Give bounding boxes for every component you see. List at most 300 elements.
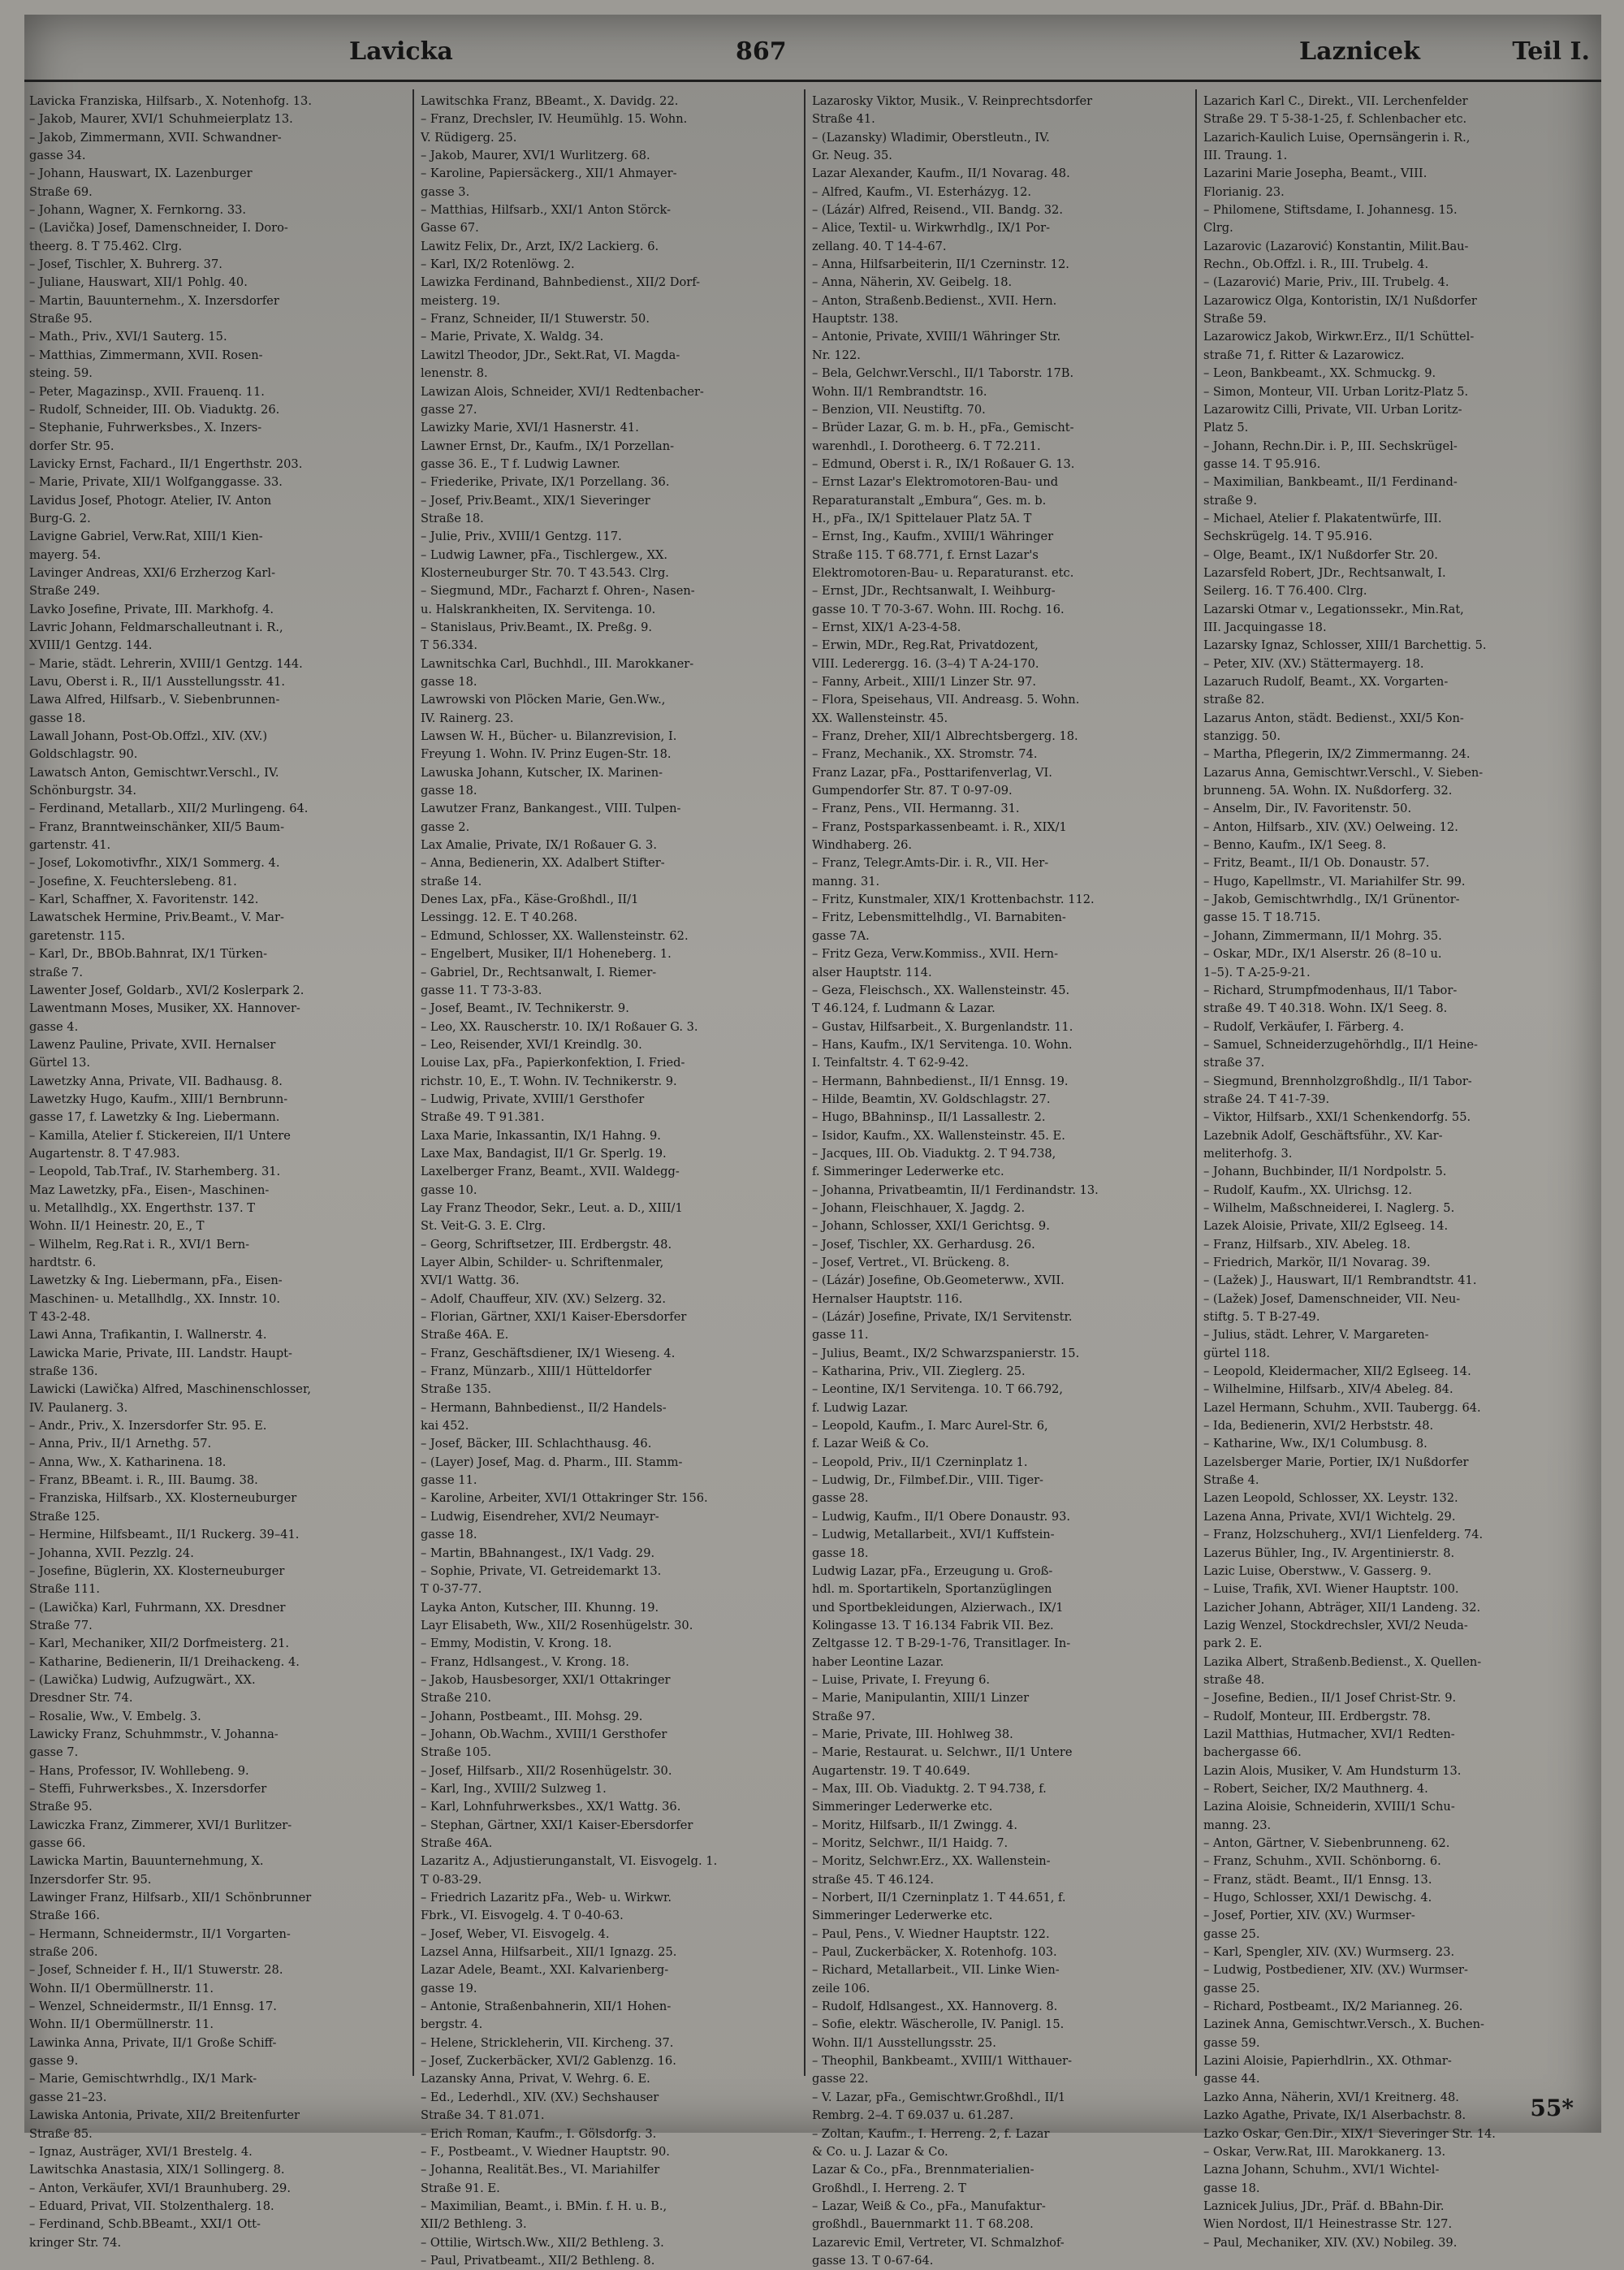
directory-entry-line: – Moritz, Hilfsarb., II/1 Zwingg. 4. bbox=[812, 1818, 1017, 1832]
directory-entry-line: kai 452. bbox=[421, 1419, 469, 1433]
directory-entry-line: straße 48. bbox=[1203, 1672, 1265, 1687]
directory-entry-line: Lavicka Franziska, Hilfsarb., X. Notenhofg. 13. bbox=[29, 94, 312, 108]
directory-entry-line: – Johann, Fleischhauer, X. Jagdg. 2. bbox=[812, 1200, 1026, 1215]
directory-entry-line: Straße 249. bbox=[29, 584, 101, 599]
directory-entry-line: – Hermine, Hilfsbeamt., II/1 Ruckerg. 39–41. bbox=[29, 1528, 300, 1542]
directory-entry-line: VIII. Lederergg. 16. (3–4) T A-24-170. bbox=[812, 656, 1039, 671]
directory-entry-line: – Franz, Hilfsarb., XIV. Abeleg. 18. bbox=[1203, 1237, 1411, 1252]
directory-entry-line: – Alfred, Kaufm., VI. Esterházyg. 12. bbox=[812, 184, 1031, 199]
directory-entry-line: Lazarich Karl C., Direkt., VII. Lerchenfelder bbox=[1203, 94, 1468, 108]
directory-entry-line: Lawsen W. H., Bücher- u. Bilanzrevision, I. bbox=[421, 729, 677, 744]
directory-entry-line: – Leo, Reisender, XVI/1 Kreindlg. 30. bbox=[421, 1037, 642, 1052]
directory-entry-line: – Hans, Kaufm., IX/1 Servitenga. 10. Wohn. bbox=[812, 1037, 1073, 1052]
directory-entry-line: Lawiczka Franz, Zimmerer, XVI/1 Burlitzer- bbox=[29, 1818, 292, 1832]
directory-entry-line: – Luise, Private, I. Freyung 6. bbox=[812, 1672, 991, 1687]
directory-entry-line: Wohn. II/1 Obermüllnerstr. 11. bbox=[29, 2017, 214, 2032]
directory-entry-line: – Ludwig, Private, XVIII/1 Gersthofer bbox=[421, 1092, 645, 1106]
directory-entry-line: IV. Paulanerg. 3. bbox=[29, 1400, 128, 1415]
directory-entry-line: – Franz, Schneider, II/1 Stuwerstr. 50. bbox=[421, 312, 650, 326]
directory-entry-line: gasse 11. bbox=[812, 1328, 869, 1343]
directory-entry-line: straße 206. bbox=[29, 1945, 98, 1960]
directory-entry-line: – Jakob, Hausbesorger, XXI/1 Ottakringer bbox=[421, 1672, 671, 1687]
directory-entry-line: gasse 66. bbox=[29, 1836, 86, 1850]
directory-entry-line: Wohn. II/1 Obermüllnerstr. 11. bbox=[29, 1981, 214, 1995]
directory-entry-line: Layka Anton, Kutscher, III. Khunng. 19. bbox=[421, 1600, 659, 1615]
directory-entry-line: XVI/1 Wattg. 36. bbox=[421, 1273, 520, 1288]
directory-entry-line: Layr Elisabeth, Ww., XII/2 Rosenhügelstr. 30. bbox=[421, 1618, 693, 1632]
directory-entry-line: – Josef, Bäcker, III. Schlachthausg. 46. bbox=[421, 1437, 652, 1451]
directory-entry-line: Lazarowicz Jakob, Wirkwr.Erz., II/1 Schüttel- bbox=[1203, 330, 1475, 344]
directory-entry-line: – Ludwig, Metallarbeit., XVI/1 Kuffstein- bbox=[812, 1528, 1055, 1542]
directory-entry-line: – Engelbert, Musiker, II/1 Hoheneberg. 1. bbox=[421, 947, 672, 962]
directory-column-3 bbox=[812, 93, 1181, 2270]
directory-entry-line: Lawizka Ferdinand, Bahnbedienst., XII/2 Dorf- bbox=[421, 275, 701, 290]
directory-entry-line: Straße 69. bbox=[29, 184, 93, 199]
directory-entry-line: – Marie, Restaurat. u. Selchwr., II/1 Untere bbox=[812, 1745, 1073, 1760]
directory-entry-line: Lazebnik Adolf, Geschäftsführ., XV. Kar- bbox=[1203, 1128, 1443, 1143]
directory-entry-line: – Leopold, Priv., II/1 Czerninplatz 1. bbox=[812, 1455, 1028, 1469]
directory-entry-line: – Jakob, Gemischtwrhdlg., IX/1 Grünentor- bbox=[1203, 893, 1460, 907]
directory-entry-line: – Hugo, Schlosser, XXI/1 Dewischg. 4. bbox=[1203, 1891, 1432, 1905]
directory-entry-line: – Steffi, Fuhrwerksbes., X. Inzersdorfer bbox=[29, 1781, 267, 1796]
directory-entry-line: Maz Lawetzky, pFa., Eisen-, Maschinen- bbox=[29, 1183, 270, 1197]
directory-entry-line: gasse 14. T 95.916. bbox=[1203, 456, 1321, 471]
directory-entry-line: Lawinka Anna, Private, II/1 Große Schiff- bbox=[29, 2035, 277, 2050]
page-signature: 55* bbox=[1530, 2095, 1574, 2121]
directory-entry-line: – Josef, Tischler, X. Buhrerg. 37. bbox=[29, 257, 222, 272]
directory-column-4 bbox=[1203, 93, 1573, 2252]
directory-entry-line: Lazin Alois, Musiker, V. Am Hundsturm 13. bbox=[1203, 1763, 1462, 1778]
directory-entry-line: – Anton, Gärtner, V. Siebenbrunneng. 62. bbox=[1203, 1836, 1450, 1850]
directory-entry-line: Sechskrügelg. 14. T 95.916. bbox=[1203, 530, 1373, 544]
directory-entry-line: Lawetzky Anna, Private, VII. Badhausg. 8. bbox=[29, 1074, 283, 1088]
directory-entry-line: Lawatsch Anton, Gemischtwr.Verschl., IV. bbox=[29, 765, 279, 780]
directory-entry-line: – (Lawička) Ludwig, Aufzugwärt., XX. bbox=[29, 1672, 256, 1687]
column-divider-2 bbox=[804, 89, 806, 2076]
directory-entry-line: – Richard, Metallarbeit., VII. Linke Wien- bbox=[812, 1963, 1060, 1978]
directory-entry-line: Freyung 1. Wohn. IV. Prinz Eugen-Str. 18. bbox=[421, 747, 672, 762]
directory-entry-line: – Leopold, Tab.Traf., IV. Starhemberg. 31. bbox=[29, 1165, 281, 1179]
directory-entry-line: – Paul, Mechaniker, XIV. (XV.) Nobileg. 39. bbox=[1203, 2235, 1458, 2250]
directory-entry-line: Straße 210. bbox=[421, 1691, 492, 1706]
directory-entry-line: – Josefine, Büglerin, XX. Klosterneuburger bbox=[29, 1563, 285, 1578]
directory-entry-line: Lawnitschka Carl, Buchhdl., III. Marokkaner- bbox=[421, 656, 694, 671]
directory-entry-line: – Anton, Verkäufer, XVI/1 Braunhuberg. 29. bbox=[29, 2181, 291, 2195]
directory-entry-line: Lay Franz Theodor, Sekr., Leut. a. D., XIII/1 bbox=[421, 1200, 683, 1215]
directory-entry-line: Lazko Oskar, Gen.Dir., XIX/1 Sieveringer Str. 14. bbox=[1203, 2126, 1496, 2141]
directory-entry-line: Laxelberger Franz, Beamt., XVII. Waldegg- bbox=[421, 1165, 680, 1179]
directory-entry-line: – Ida, Bedienerin, XVI/2 Herbststr. 48. bbox=[1203, 1419, 1434, 1433]
directory-entry-line: – Katharina, Priv., VII. Zieglerg. 25. bbox=[812, 1364, 1026, 1379]
directory-entry-line: gasse 27. bbox=[421, 402, 477, 417]
directory-entry-line: – Johanna, Realität.Bes., VI. Mariahilfer bbox=[421, 2163, 660, 2177]
directory-entry-line: – Adolf, Chauffeur, XIV. (XV.) Selzerg. 32. bbox=[421, 1291, 667, 1306]
directory-entry-line: Gumpendorfer Str. 87. T 0-97-09. bbox=[812, 784, 1013, 798]
directory-entry-line: – Rudolf, Verkäufer, I. Färberg. 4. bbox=[1203, 1019, 1405, 1034]
directory-entry-line: – Ernst, XIX/1 A-23-4-58. bbox=[812, 620, 961, 634]
directory-entry-line: – Fritz, Lebensmittelhdlg., VI. Barnabiten- bbox=[812, 910, 1066, 925]
directory-entry-line: Lawentmann Moses, Musiker, XX. Hannover- bbox=[29, 1001, 300, 1016]
directory-entry-line: – Lazar, Weiß & Co., pFa., Manufaktur- bbox=[812, 2199, 1046, 2213]
directory-entry-line: Maschinen- u. Metallhdlg., XX. Innstr. 10. bbox=[29, 1291, 281, 1306]
directory-entry-line: III. Traung. 1. bbox=[1203, 149, 1288, 163]
directory-entry-line: Lazarski Otmar v., Legationssekr., Min.Rat, bbox=[1203, 602, 1464, 616]
directory-entry-line: – Gabriel, Dr., Rechtsanwalt, I. Riemer- bbox=[421, 965, 657, 979]
directory-entry-line: Lazko Agathe, Private, IX/1 Alserbachstr. 8. bbox=[1203, 2108, 1466, 2123]
directory-entry-line: Lawinger Franz, Hilfsarb., XII/1 Schönbrunner bbox=[29, 1891, 312, 1905]
directory-entry-line: – Antonie, Private, XVIII/1 Währinger Str. bbox=[812, 330, 1061, 344]
directory-entry-line: Lawicka Martin, Bauunternehmung, X. bbox=[29, 1854, 264, 1869]
directory-entry-line: – Franziska, Hilfsarb., XX. Klosterneuburger bbox=[29, 1491, 297, 1506]
directory-entry-line: – Hans, Professor, IV. Wohllebeng. 9. bbox=[29, 1763, 249, 1778]
directory-entry-line: gasse 18. bbox=[421, 1528, 477, 1542]
running-head-left: Lavicka bbox=[349, 37, 453, 66]
directory-entry-line: – Rudolf, Schneider, III. Ob. Viaduktg. 26. bbox=[29, 402, 280, 417]
directory-entry-line: – Ed., Lederhdl., XIV. (XV.) Sechshauser bbox=[421, 2090, 659, 2104]
directory-entry-line: – Anselm, Dir., IV. Favoritenstr. 50. bbox=[1203, 802, 1412, 816]
directory-entry-line: gasse 17, f. Lawetzky & Ing. Liebermann. bbox=[29, 1110, 280, 1125]
directory-entry-line: – Johann, Postbeamt., III. Mohsg. 29. bbox=[421, 1709, 643, 1723]
directory-entry-line: H., pFa., IX/1 Spittelauer Platz 5A. T bbox=[812, 511, 1032, 525]
directory-entry-line: gasse 28. bbox=[812, 1491, 869, 1506]
directory-entry-line: – Michael, Atelier f. Plakatentwürfe, III. bbox=[1203, 511, 1442, 525]
directory-entry-line: alser Hauptstr. 114. bbox=[812, 965, 932, 979]
directory-entry-line: – Franz, städt. Beamt., II/1 Ennsg. 13. bbox=[1203, 1872, 1432, 1887]
directory-entry-line: park 2. E. bbox=[1203, 1637, 1263, 1651]
directory-entry-line: – Josefine, Bedien., II/1 Josef Christ-Str. 9. bbox=[1203, 1691, 1457, 1706]
directory-entry-line: – Franz, Telegr.Amts-Dir. i. R., VII. Her- bbox=[812, 856, 1049, 871]
directory-entry-line: meliterhofg. 3. bbox=[1203, 1146, 1293, 1161]
directory-entry-line: – Franz, Branntweinschänker, XII/5 Baum- bbox=[29, 819, 285, 834]
directory-entry-line: – Luise, Trafik, XVI. Wiener Hauptstr. 100. bbox=[1203, 1582, 1459, 1597]
directory-entry-line: – Josef, Weber, VI. Eisvogelg. 4. bbox=[421, 1926, 610, 1941]
directory-entry-line: Lawitzl Theodor, JDr., Sekt.Rat, VI. Magda- bbox=[421, 348, 680, 362]
directory-entry-line: Lawrowski von Plöcken Marie, Gen.Ww., bbox=[421, 693, 666, 707]
directory-entry-line: gasse 25. bbox=[1203, 1926, 1260, 1941]
directory-entry-line: T 0-37-77. bbox=[421, 1582, 482, 1597]
directory-entry-line: – Paul, Zuckerbäcker, X. Rotenhofg. 103. bbox=[812, 1945, 1057, 1960]
directory-entry-line: straße 37. bbox=[1203, 1056, 1265, 1070]
directory-column-1 bbox=[29, 93, 399, 2252]
directory-entry-line: theerg. 8. T 75.462. Clrg. bbox=[29, 239, 183, 253]
directory-entry-line: – Samuel, Schneiderzugehörhdlg., II/1 Heine- bbox=[1203, 1037, 1478, 1052]
directory-entry-line: gasse 18. bbox=[1203, 2181, 1260, 2195]
directory-entry-line: – Ferdinand, Schb.BBeamt., XXI/1 Ott- bbox=[29, 2217, 261, 2232]
directory-entry-line: Gr. Neug. 35. bbox=[812, 149, 892, 163]
directory-entry-line: meisterg. 19. bbox=[421, 293, 500, 308]
directory-entry-line: T 43-2-48. bbox=[29, 1310, 91, 1325]
directory-entry-line: – Olge, Beamt., IX/1 Nußdorfer Str. 20. bbox=[1203, 547, 1438, 562]
directory-entry-line: St. Veit-G. 3. E. Clrg. bbox=[421, 1219, 546, 1234]
directory-entry-line: Straße 46A. bbox=[421, 1836, 493, 1850]
directory-entry-line: Straße 97. bbox=[812, 1709, 875, 1723]
directory-entry-line: Lavko Josefine, Private, III. Markhofg. 4. bbox=[29, 602, 274, 616]
directory-entry-line: – Jacques, III. Ob. Viaduktg. 2. T 94.738, bbox=[812, 1146, 1056, 1161]
directory-entry-line: – Karl, Spengler, XIV. (XV.) Wurmserg. 23. bbox=[1203, 1945, 1455, 1960]
directory-entry-line: Lavidus Josef, Photogr. Atelier, IV. Anton bbox=[29, 493, 272, 508]
directory-entry-line: – Isidor, Kaufm., XX. Wallensteinstr. 45. E. bbox=[812, 1128, 1065, 1143]
directory-entry-line: Gürtel 13. bbox=[29, 1056, 91, 1070]
directory-entry-line: – Johanna, Privatbeamtin, II/1 Ferdinandstr. 13. bbox=[812, 1183, 1099, 1197]
directory-entry-line: – Jakob, Zimmermann, XVII. Schwandner- bbox=[29, 130, 282, 145]
directory-entry-line: u. Metallhdlg., XX. Engerthstr. 137. T bbox=[29, 1200, 256, 1215]
directory-entry-line: straße 136. bbox=[29, 1364, 98, 1379]
directory-entry-line: – Rudolf, Hdlsangest., XX. Hannoverg. 8. bbox=[812, 2000, 1058, 2014]
directory-entry-line: T 56.334. bbox=[421, 638, 478, 653]
directory-entry-line: – Bela, Gelchwr.Verschl., II/1 Taborstr. 17B. bbox=[812, 366, 1074, 381]
directory-entry-line: Lawetzky & Ing. Liebermann, pFa., Eisen- bbox=[29, 1273, 283, 1288]
directory-entry-line: manng. 23. bbox=[1203, 1818, 1272, 1832]
directory-entry-line: – Max, III. Ob. Viaduktg. 2. T 94.738, f. bbox=[812, 1781, 1047, 1796]
directory-entry-line: Hauptstr. 138. bbox=[812, 312, 899, 326]
directory-entry-line: Lazini Aloisie, Papierhdlrin., XX. Othmar- bbox=[1203, 2054, 1452, 2069]
directory-entry-line: – Franz, Drechsler, IV. Heumühlg. 15. Wohn. bbox=[421, 112, 688, 127]
directory-entry-line: – Zoltan, Kaufm., I. Herreng. 2, f. Lazar bbox=[812, 2126, 1050, 2141]
directory-entry-line: – Franz, Holzschuherg., XVI/1 Lienfelderg. 74. bbox=[1203, 1528, 1484, 1542]
directory-entry-line: – Benno, Kaufm., IX/1 Seeg. 8. bbox=[1203, 838, 1387, 853]
directory-entry-line: Straße 29. T 5-38-1-25, f. Schlenbacher etc. bbox=[1203, 112, 1467, 127]
directory-entry-line: Laznicek Julius, JDr., Präf. d. BBahn-Dir. bbox=[1203, 2199, 1445, 2213]
directory-entry-line: Großhdl., I. Herreng. 2. T bbox=[812, 2181, 966, 2195]
directory-entry-line: Lazarowitz Cilli, Private, VII. Urban Loritz- bbox=[1203, 402, 1462, 417]
directory-entry-line: – Josef, Schneider f. H., II/1 Stuwerstr. 28. bbox=[29, 1963, 283, 1978]
page-number: 867 bbox=[736, 37, 787, 66]
directory-entry-line: – Wilhelm, Maßschneiderei, I. Naglerg. 5. bbox=[1203, 1200, 1455, 1215]
directory-entry-line: Lazarosky Viktor, Musik., V. Reinprechtsdorfer bbox=[812, 94, 1093, 108]
directory-entry-line: Lazarus Anna, Gemischtwr.Verschl., V. Sieben- bbox=[1203, 765, 1484, 780]
directory-entry-line: Augartenstr. 8. T 47.983. bbox=[29, 1146, 180, 1161]
directory-entry-line: – Anton, Hilfsarb., XIV. (XV.) Oelweing. 12. bbox=[1203, 819, 1458, 834]
directory-entry-line: – (Lazansky) Wladimir, Oberstleutn., IV. bbox=[812, 130, 1050, 145]
directory-entry-line: – Ernst, Ing., Kaufm., XVIII/1 Währinger bbox=[812, 530, 1054, 544]
directory-entry-line: Schönburgstr. 34. bbox=[29, 784, 137, 798]
directory-entry-line: Rembrg. 2–4. T 69.037 u. 61.287. bbox=[812, 2108, 1014, 2123]
directory-entry-line: – Josef, Beamt., IV. Technikerstr. 9. bbox=[421, 1001, 629, 1016]
directory-entry-line: Lazansky Anna, Privat, V. Wehrg. 6. E. bbox=[421, 2072, 650, 2086]
directory-entry-line: Gasse 67. bbox=[421, 221, 479, 236]
directory-entry-line: garetenstr. 115. bbox=[29, 928, 126, 943]
directory-entry-line: Straße 41. bbox=[812, 112, 875, 127]
directory-entry-line: Dresdner Str. 74. bbox=[29, 1691, 133, 1706]
directory-entry-line: – Maximilian, Beamt., i. BMin. f. H. u. B., bbox=[421, 2199, 667, 2213]
directory-entry-line: Lazaruch Rudolf, Beamt., XX. Vorgarten- bbox=[1203, 675, 1449, 689]
directory-entry-line: Straße 95. bbox=[29, 1800, 93, 1814]
directory-entry-line: – Franz, BBeamt. i. R., III. Baumg. 38. bbox=[29, 1473, 258, 1488]
directory-entry-line: Lazina Aloisie, Schneiderin, XVIII/1 Schu- bbox=[1203, 1800, 1455, 1814]
directory-entry-line: – Leon, Bankbeamt., XX. Schmuckg. 9. bbox=[1203, 366, 1436, 381]
directory-entry-line: Platz 5. bbox=[1203, 421, 1249, 435]
directory-entry-line: – Moritz, Selchwr., II/1 Haidg. 7. bbox=[812, 1836, 1009, 1850]
directory-entry-line: – Leopold, Kleidermacher, XII/2 Eglseeg. 14. bbox=[1203, 1364, 1471, 1379]
directory-entry-line: Wohn. II/1 Ausstellungsstr. 25. bbox=[812, 2035, 996, 2050]
directory-entry-line: – Ludwig, Dr., Filmbef.Dir., VIII. Tiger- bbox=[812, 1473, 1043, 1488]
directory-entry-line: lenenstr. 8. bbox=[421, 366, 488, 381]
directory-entry-line: Lazek Aloisie, Private, XII/2 Eglseeg. 14. bbox=[1203, 1219, 1449, 1234]
directory-entry-line: Lazarsfeld Robert, JDr., Rechtsanwalt, I. bbox=[1203, 565, 1446, 580]
directory-entry-line: Lazko Anna, Näherin, XVI/1 Kreitnerg. 48. bbox=[1203, 2090, 1459, 2104]
directory-entry-line: Lavu, Oberst i. R., II/1 Ausstellungsstr. 41. bbox=[29, 675, 286, 689]
directory-entry-line: – Karl, Mechaniker, XII/2 Dorfmeisterg. 21. bbox=[29, 1637, 290, 1651]
directory-page bbox=[24, 15, 1601, 2268]
directory-entry-line: Lazar Adele, Beamt., XXI. Kalvarienberg- bbox=[421, 1963, 669, 1978]
directory-entry-line: Lawiska Antonia, Private, XII/2 Breitenfurter bbox=[29, 2108, 300, 2123]
directory-entry-line: Fbrk., VI. Eisvogelg. 4. T 0-40-63. bbox=[421, 1909, 624, 1923]
directory-entry-line: straße 49. T 40.318. Wohn. IX/1 Seeg. 8. bbox=[1203, 1001, 1448, 1016]
directory-entry-line: – Fritz, Beamt., II/1 Ob. Donaustr. 57. bbox=[1203, 856, 1430, 871]
directory-entry-line: gasse 21–23. bbox=[29, 2090, 107, 2104]
directory-entry-line: Lazarus Anton, städt. Bedienst., XXI/5 Kon- bbox=[1203, 711, 1464, 725]
directory-entry-line: Hernalser Hauptstr. 116. bbox=[812, 1291, 963, 1306]
directory-entry-line: gasse 59. bbox=[1203, 2035, 1260, 2050]
directory-entry-line: gasse 34. bbox=[29, 149, 86, 163]
directory-entry-line: – Karl, Schaffner, X. Favoritenstr. 142. bbox=[29, 893, 259, 907]
directory-entry-line: – Simon, Monteur, VII. Urban Loritz-Platz 5. bbox=[1203, 384, 1469, 399]
directory-entry-line: und Sportbekleidungen, Alzierwach., IX/1 bbox=[812, 1600, 1064, 1615]
directory-entry-line: straße 24. T 41-7-39. bbox=[1203, 1092, 1330, 1106]
directory-entry-line: – Robert, Seicher, IX/2 Mauthnerg. 4. bbox=[1203, 1781, 1428, 1796]
directory-entry-line: Lazarovic (Lazarović) Konstantin, Milit.Bau- bbox=[1203, 239, 1469, 253]
directory-entry-line: Lazena Anna, Private, XVI/1 Wichtelg. 29. bbox=[1203, 1509, 1456, 1524]
directory-entry-line: hardtstr. 6. bbox=[29, 1256, 97, 1269]
directory-entry-line: gasse 10. T 70-3-67. Wohn. III. Rochg. 16. bbox=[812, 602, 1065, 616]
directory-entry-line: – Johann, Buchbinder, II/1 Nordpolstr. 5. bbox=[1203, 1165, 1447, 1179]
directory-entry-line: – Wilhelm, Reg.Rat i. R., XVI/1 Bern- bbox=[29, 1237, 250, 1252]
directory-entry-line: – (Lavička) Josef, Damenschneider, I. Doro- bbox=[29, 221, 288, 236]
directory-entry-line: – Ludwig, Eisendreher, XVI/2 Neumayr- bbox=[421, 1509, 659, 1524]
directory-entry-line: – Marie, Gemischtwrhdlg., IX/1 Mark- bbox=[29, 2072, 257, 2086]
directory-entry-line: – Ludwig Lawner, pFa., Tischlergew., XX. bbox=[421, 547, 667, 562]
directory-entry-line: – Johann, Schlosser, XXI/1 Gerichtsg. 9. bbox=[812, 1219, 1050, 1234]
directory-entry-line: Lazarsky Ignaz, Schlosser, XIII/1 Barchettig. 5. bbox=[1203, 638, 1487, 653]
directory-entry-line: Laxa Marie, Inkassantin, IX/1 Hahng. 9. bbox=[421, 1128, 661, 1143]
directory-entry-line: Lazinek Anna, Gemischtwr.Versch., X. Buchen- bbox=[1203, 2017, 1484, 2032]
directory-entry-line: Lazic Luise, Oberstww., V. Gasserg. 9. bbox=[1203, 1563, 1432, 1578]
directory-entry-line: Lazarini Marie Josepha, Beamt., VIII. bbox=[1203, 166, 1427, 181]
directory-entry-line: – Johann, Wagner, X. Fernkorng. 33. bbox=[29, 203, 247, 218]
directory-entry-line: großhdl., Bauernmarkt 11. T 68.208. bbox=[812, 2217, 1034, 2232]
directory-entry-line: – Ferdinand, Metallarb., XII/2 Murlingeng. 64. bbox=[29, 802, 309, 816]
directory-entry-line: – Paul, Privatbeamt., XII/2 Bethleng. 8. bbox=[421, 2253, 655, 2268]
directory-entry-line: – Martin, BBahnangest., IX/1 Vadg. 29. bbox=[421, 1546, 655, 1560]
directory-entry-line: – Franz, Postsparkassenbeamt. i. R., XIX/1 bbox=[812, 819, 1067, 834]
directory-entry-line: Lavric Johann, Feldmarschalleutnant i. R., bbox=[29, 620, 283, 634]
directory-entry-line: Seilerg. 16. T 76.400. Clrg. bbox=[1203, 584, 1367, 599]
directory-entry-line: – Josefine, X. Feuchterslebeng. 81. bbox=[29, 874, 237, 889]
directory-entry-line: – Franz, Schuhm., XVII. Schönborng. 6. bbox=[1203, 1854, 1441, 1869]
directory-entry-line: – Antonie, Straßenbahnerin, XII/1 Hohen- bbox=[421, 2000, 672, 2014]
directory-entry-line: hdl. m. Sportartikeln, Sportanzüglingen bbox=[812, 1582, 1052, 1597]
directory-entry-line: Laxe Max, Bandagist, II/1 Gr. Sperlg. 19. bbox=[421, 1146, 667, 1161]
directory-entry-line: Lawitschka Franz, BBeamt., X. Davidg. 22. bbox=[421, 94, 679, 108]
directory-entry-line: – Geza, Fleischsch., XX. Wallensteinstr. 45. bbox=[812, 983, 1070, 997]
directory-entry-line: Lavinger Andreas, XXI/6 Erzherzog Karl- bbox=[29, 565, 276, 580]
directory-entry-line: – (Lažek) J., Hauswart, II/1 Rembrandtstr. 41. bbox=[1203, 1273, 1477, 1288]
directory-entry-line: – Eduard, Privat, VII. Stolzenthalerg. 18. bbox=[29, 2199, 274, 2213]
directory-entry-line: gasse 9. bbox=[29, 2054, 79, 2069]
directory-entry-line: – (Lázár) Josefine, Private, IX/1 Servitenstr. bbox=[812, 1310, 1073, 1325]
directory-entry-line: – Friedrich, Markör, II/1 Novarag. 39. bbox=[1203, 1256, 1431, 1269]
directory-entry-line: – Anna, Näherin, XV. Geibelg. 18. bbox=[812, 275, 1013, 290]
directory-entry-line: Straße 85. bbox=[29, 2126, 93, 2141]
directory-entry-line: f. Lazar Weiß & Co. bbox=[812, 1437, 930, 1451]
directory-entry-line: – Josef, Hilfsarb., XII/2 Rosenhügelstr. 30. bbox=[421, 1763, 672, 1778]
directory-entry-line: III. Jacquingasse 18. bbox=[1203, 620, 1327, 634]
column-divider-3 bbox=[1195, 89, 1197, 2076]
directory-entry-line: – Marie, städt. Lehrerin, XVIII/1 Gentzg. 144. bbox=[29, 656, 303, 671]
directory-entry-line: Lazen Leopold, Schlosser, XX. Leystr. 132. bbox=[1203, 1491, 1458, 1506]
directory-entry-line: – Julie, Priv., XVIII/1 Gentzg. 117. bbox=[421, 530, 622, 544]
directory-entry-line: – Matthias, Hilfsarb., XXI/1 Anton Störck- bbox=[421, 203, 672, 218]
directory-entry-line: IV. Rainerg. 23. bbox=[421, 711, 514, 725]
directory-entry-line: Straße 135. bbox=[421, 1382, 492, 1397]
directory-entry-line: Lazar & Co., pFa., Brennmaterialien- bbox=[812, 2163, 1034, 2177]
directory-entry-line: – Julius, städt. Lehrer, V. Margareten- bbox=[1203, 1328, 1429, 1343]
directory-entry-line: – Anna, Priv., II/1 Arnethg. 57. bbox=[29, 1437, 212, 1451]
directory-entry-line: Lessingg. 12. E. T 40.268. bbox=[421, 910, 578, 925]
directory-entry-line: Lazerus Bühler, Ing., IV. Argentinierstr. 8. bbox=[1203, 1546, 1455, 1560]
directory-entry-line: gasse 7A. bbox=[812, 928, 870, 943]
directory-entry-line: gasse 11. T 73-3-83. bbox=[421, 983, 542, 997]
directory-entry-line: V. Rüdigerg. 25. bbox=[421, 130, 517, 145]
directory-entry-line: – Marie, Private, XII/1 Wolfganggasse. 33. bbox=[29, 475, 283, 490]
directory-entry-line: Lawicka Marie, Private, III. Landstr. Haupt- bbox=[29, 1346, 292, 1360]
directory-entry-line: – Karoline, Arbeiter, XVI/1 Ottakringer Str. 156. bbox=[421, 1491, 708, 1506]
directory-entry-line: – Richard, Strumpfmodenhaus, II/1 Tabor- bbox=[1203, 983, 1458, 997]
directory-entry-line: kringer Str. 74. bbox=[29, 2235, 122, 2250]
directory-entry-line: – Jakob, Maurer, XVI/1 Schuhmeierplatz 13. bbox=[29, 112, 293, 127]
directory-entry-line: – Anna, Ww., X. Katharinena. 18. bbox=[29, 1455, 227, 1469]
directory-entry-line: Augartenstr. 19. T 40.649. bbox=[812, 1763, 970, 1778]
column-divider-1 bbox=[412, 89, 414, 2076]
directory-entry-line: – Johann, Ob.Wachm., XVIII/1 Gersthofer bbox=[421, 1727, 667, 1741]
directory-entry-line: dorfer Str. 95. bbox=[29, 439, 114, 453]
directory-entry-line: – Franz, Dreher, XII/1 Albrechtsbergerg. 18. bbox=[812, 729, 1078, 744]
directory-entry-line: Reparaturanstalt „Embura“, Ges. m. b. bbox=[812, 493, 1047, 508]
directory-entry-line: – Franz, Hdlsangest., V. Krong. 18. bbox=[421, 1654, 629, 1669]
directory-entry-line: T 46.124, f. Ludmann & Lazar. bbox=[812, 1001, 996, 1016]
directory-entry-line: – Karl, Ing., XVIII/2 Sulzweg 1. bbox=[421, 1781, 607, 1796]
directory-entry-line: XVIII/1 Gentzg. 144. bbox=[29, 638, 153, 653]
directory-entry-line: Wohn. II/1 Heinestr. 20, E., T bbox=[29, 1219, 205, 1234]
directory-entry-line: – Peter, Magazinsp., XVII. Frauenq. 11. bbox=[29, 384, 265, 399]
directory-entry-line: – Kamilla, Atelier f. Stickereien, II/1 Untere bbox=[29, 1128, 291, 1143]
directory-entry-line: – Jakob, Maurer, XVI/1 Wurlitzerg. 68. bbox=[421, 149, 650, 163]
directory-entry-line: – Gustav, Hilfsarbeit., X. Burgenlandstr. 11. bbox=[812, 1019, 1073, 1034]
directory-entry-line: – Norbert, II/1 Czerninplatz 1. T 44.651, f. bbox=[812, 1891, 1066, 1905]
directory-entry-line: straße 71, f. Ritter & Lazarowicz. bbox=[1203, 348, 1405, 362]
directory-entry-line: gasse 18. bbox=[421, 675, 477, 689]
directory-entry-line: Lazicher Johann, Abträger, XII/1 Landeng. 32. bbox=[1203, 1600, 1481, 1615]
directory-entry-line: – Stephanie, Fuhrwerksbes., X. Inzers- bbox=[29, 421, 262, 435]
directory-entry-line: gasse 22. bbox=[812, 2072, 869, 2086]
directory-entry-line: stanzigg. 50. bbox=[1203, 729, 1281, 744]
directory-entry-line: – Anna, Hilfsarbeiterin, II/1 Czerninstr. 12. bbox=[812, 257, 1069, 272]
directory-entry-line: – Flora, Speisehaus, VII. Andreasg. 5. Wohn. bbox=[812, 693, 1080, 707]
directory-entry-line: manng. 31. bbox=[812, 874, 880, 889]
directory-entry-line: Straße 111. bbox=[29, 1582, 101, 1597]
directory-entry-line: – Georg, Schriftsetzer, III. Erdbergstr. 48. bbox=[421, 1237, 672, 1252]
directory-entry-line: Lavicky Ernst, Fachard., II/1 Engerthstr. 203. bbox=[29, 456, 303, 471]
directory-entry-line: – Maximilian, Bankbeamt., II/1 Ferdinand- bbox=[1203, 475, 1458, 490]
directory-entry-line: – (Lazarović) Marie, Priv., III. Trubelg. 4. bbox=[1203, 275, 1449, 290]
directory-entry-line: Lazarowicz Olga, Kontoristin, IX/1 Nußdorfer bbox=[1203, 293, 1477, 308]
directory-entry-line: – Rudolf, Kaufm., XX. Ulrichsg. 12. bbox=[1203, 1183, 1412, 1197]
directory-entry-line: – Erwin, MDr., Reg.Rat, Privatdozent, bbox=[812, 638, 1039, 653]
directory-entry-line: – Fanny, Arbeit., XIII/1 Linzer Str. 97. bbox=[812, 675, 1037, 689]
directory-entry-line: gartenstr. 41. bbox=[29, 838, 111, 853]
directory-entry-line: Lawi Anna, Trafikantin, I. Wallnerstr. 4. bbox=[29, 1328, 267, 1343]
directory-entry-line: gasse 13. T 0-67-64. bbox=[812, 2253, 934, 2268]
